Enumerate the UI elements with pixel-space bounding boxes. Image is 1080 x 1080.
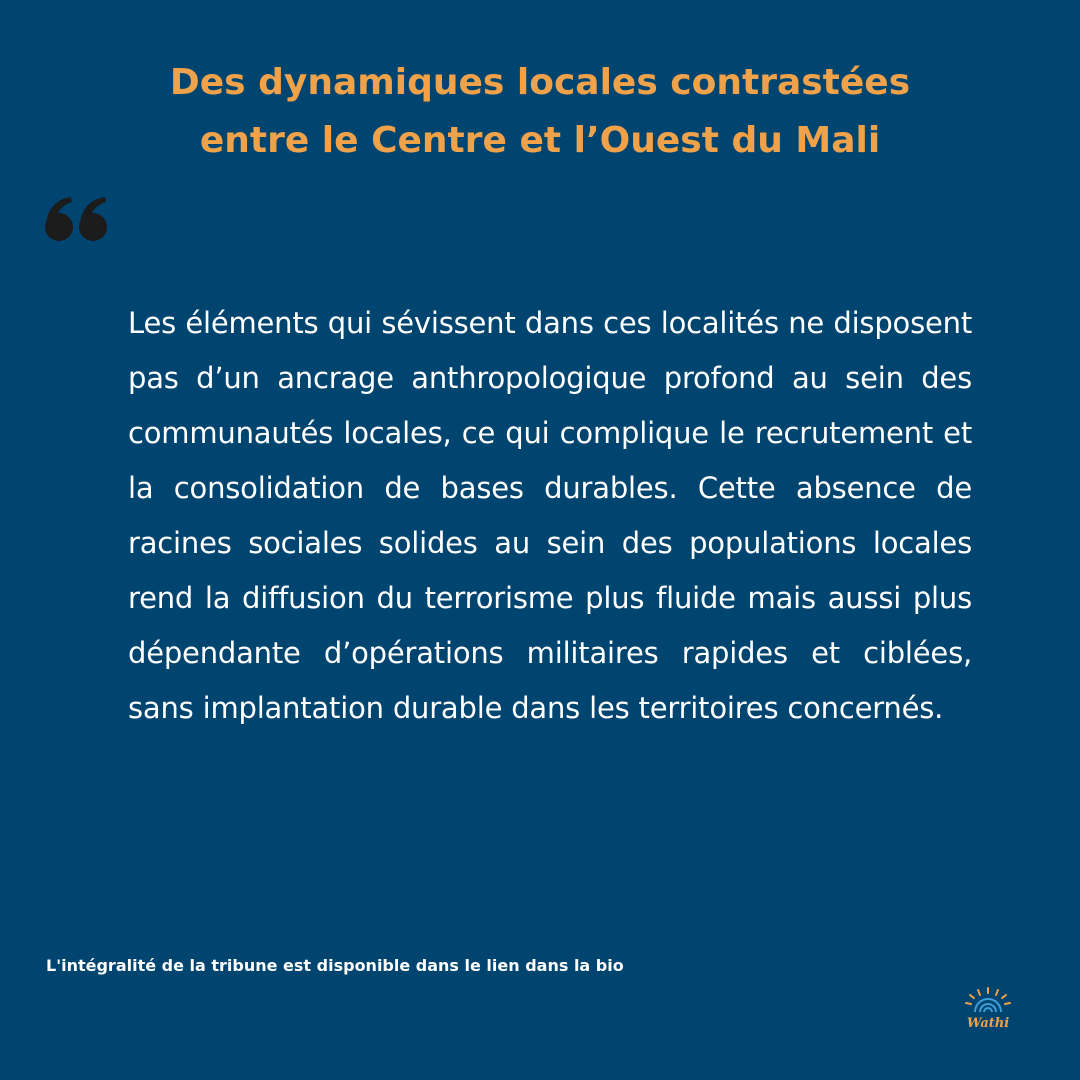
- wathi-logo: [958, 986, 1034, 1046]
- title-line-1: Des dynamiques locales contrastées: [169, 62, 911, 103]
- wathi-logo-icon: [958, 986, 1018, 1018]
- logo-wordmark: Wathi: [966, 1016, 1010, 1031]
- quote-text: Les éléments qui sévissent dans ces localités ne disposent pas d’un ancrage anthropologique profond au sein des communautés locales, ce qui complique le recrutement et la consolidation de bases durables. Cette absence de racines sociales solides au sein des populations locales rend la diffusion du terrorisme plus fluide mais aussi plus dépendante d’opérations militaires rapides et ciblées, sans implantation durable dans les territoires concernés.: [128, 306, 972, 725]
- title-line-2: entre le Centre et l’Ouest du Mali: [199, 120, 881, 161]
- footer-note: L'intégralité de la tribune est disponible dans le lien dans la bio: [46, 956, 624, 975]
- page-title: [0, 54, 1080, 170]
- quote-open-icon: [44, 196, 110, 242]
